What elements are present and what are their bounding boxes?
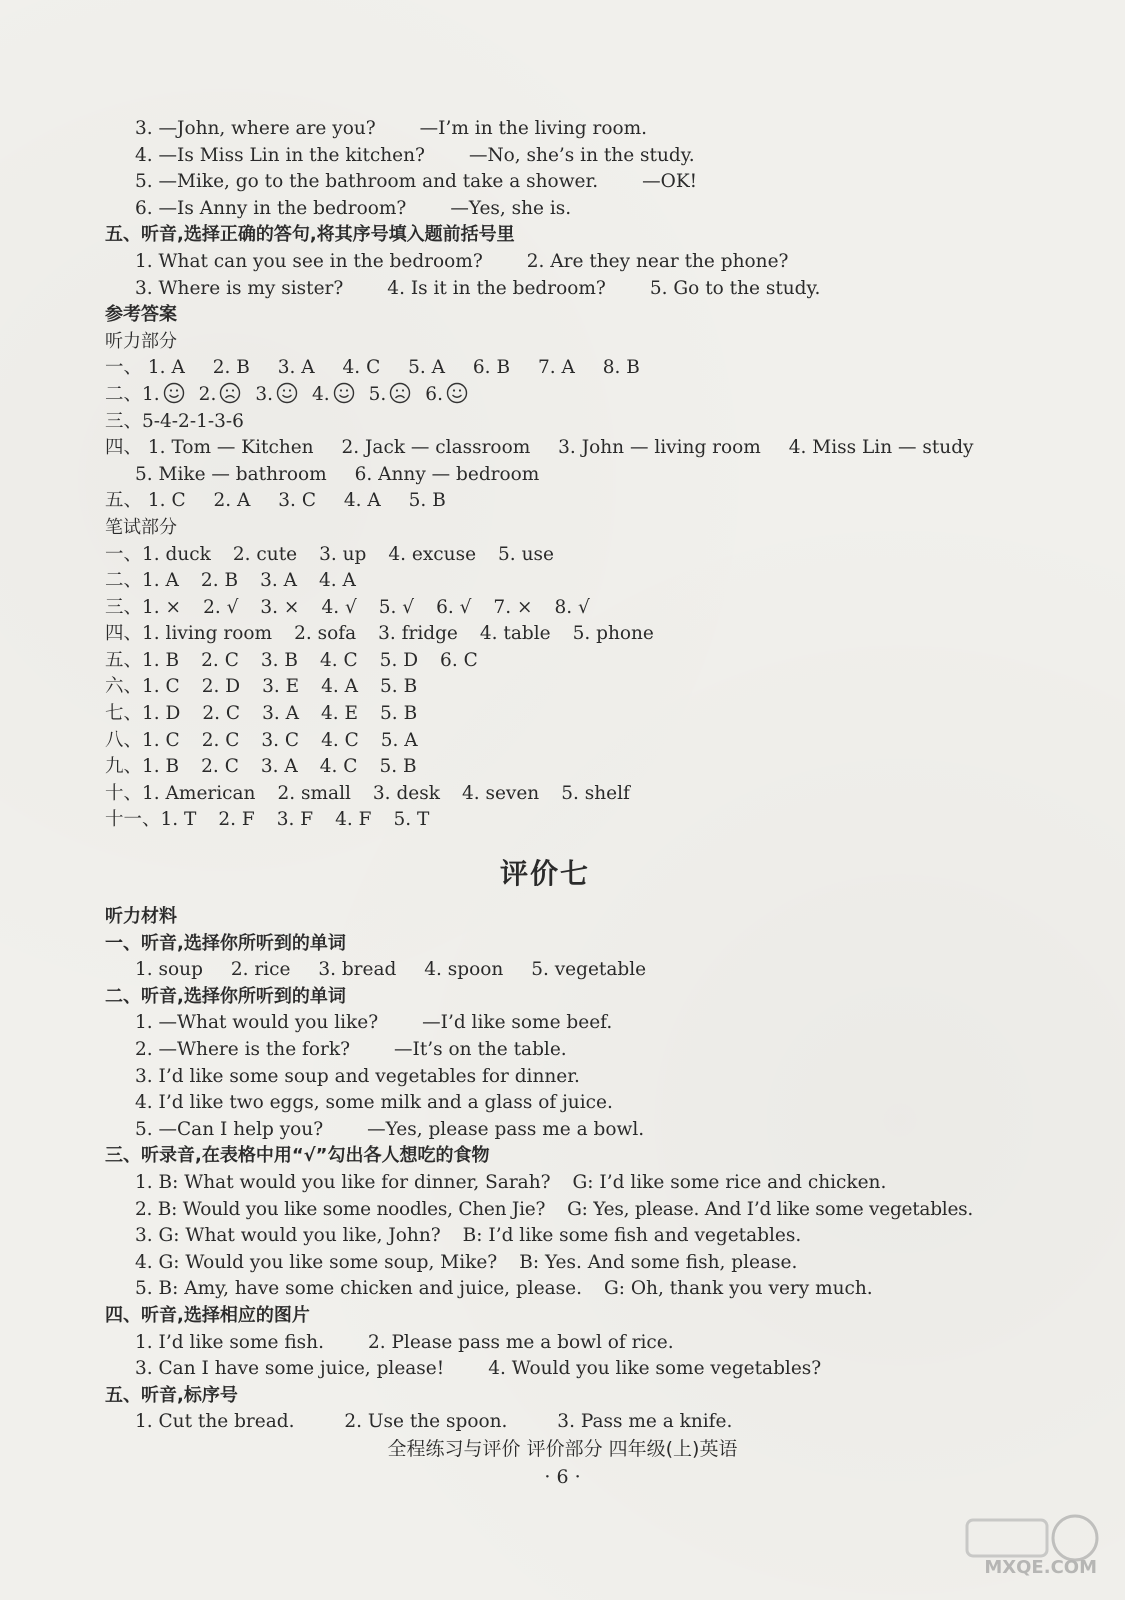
answer-item: 1. B [142, 649, 180, 671]
answers-heading: 参考答案 [105, 304, 177, 326]
answer-item: 5. √ [378, 596, 415, 618]
page-footer: 全程练习与评价 评价部分 四年级(上)英语 [387, 1438, 738, 1460]
answer-item: 1. B [142, 756, 180, 778]
face-item-number: 3. [255, 383, 273, 405]
section-title: 五、听音,标序号 [105, 1384, 238, 1406]
answer-item: 4. √ [321, 596, 357, 618]
answer-item: 5. D [379, 649, 419, 671]
answer-row [105, 648, 1025, 675]
answer-item: 5. B [379, 756, 417, 778]
written-part-heading: 笔试部分 [105, 516, 177, 538]
answer-row [105, 542, 1025, 569]
answer-item: 8. √ [554, 596, 590, 618]
answer-row-label: 十一、 [105, 809, 161, 831]
answer-item: 2. sofa [294, 623, 357, 645]
answer-item: 5. B [380, 703, 418, 725]
answer-item: 3. B [260, 649, 298, 671]
answer-item: 1. T [160, 809, 197, 831]
face-item-number: 4. [311, 383, 330, 405]
answer-item: 5. phone [572, 623, 654, 645]
answer-item: 5. A [380, 729, 418, 751]
question-line: 1. Cut the bread. 2. Use the spoon. 3. Pass me a knife. [135, 1411, 733, 1433]
answer-row-label: 四、 [105, 623, 143, 645]
question-line: 3. Can I have some juice, please! 4. Would you like some vegetables? [135, 1358, 822, 1380]
page-number: · 6 · [544, 1466, 581, 1488]
answer-row [105, 595, 1025, 622]
answer-item: 6. √ [436, 596, 472, 618]
answer-item: 4. E [320, 703, 359, 725]
section-title: 五、听音,选择正确的答句,将其序号填入题前括号里 [105, 224, 515, 246]
answer-row [105, 781, 1025, 808]
answer-item: 1. × [142, 596, 182, 618]
dialog-line: 6. —Is Anny in the bedroom? —Yes, she is. [135, 197, 572, 219]
answer-item: 3. A [260, 570, 297, 592]
answer-item: 4. C [319, 649, 358, 671]
answer-row-label: 二、 [105, 570, 143, 592]
answer-row: 5. Mike — bathroom 6. Anny — bedroom [135, 463, 540, 485]
answer-row-label: 九、 [105, 756, 143, 778]
answer-row: 三、5-4-2-1-3-6 [105, 410, 244, 432]
answer-item: 2. D [201, 676, 241, 698]
answer-row-label: 十、 [105, 782, 143, 804]
answer-item: 6. C [440, 649, 478, 671]
smiley-face-icon [333, 382, 355, 404]
answer-row: 五、 1. C 2. A 3. C 4. A 5. B [105, 490, 446, 512]
answer-item: 2. B [200, 570, 239, 592]
answer-item: 3. A [260, 756, 298, 778]
answer-item: 2. F [218, 809, 255, 831]
answer-row-label: 五、 [105, 649, 143, 671]
answer-item: 2. C [201, 649, 239, 671]
dialog-line: 5. —Mike, go to the bathroom and take a shower. —OK! [135, 171, 698, 193]
answer-item: 2. C [202, 703, 241, 725]
answer-item: 1. D [142, 703, 181, 725]
answer-item: 1. American [142, 782, 256, 804]
answer-row-label: 八、 [105, 729, 143, 751]
written-answers [105, 542, 1025, 835]
answer-item: 3. E [262, 676, 300, 698]
watermark-logo [947, 1502, 1107, 1582]
section-title: 四、听音,选择相应的图片 [105, 1304, 310, 1326]
dialog-line: 1. —What would you like? —I’d like some beef. [135, 1012, 613, 1034]
dialog-line: 1. B: What would you like for dinner, Sarah? G: I’d like some rice and chicken. [135, 1171, 887, 1193]
answer-item: 4. F [335, 809, 372, 831]
smiley-face-icon [163, 382, 185, 404]
dialog-line: 4. I’d like two eggs, some milk and a glass of juice. [135, 1092, 613, 1114]
listening-part-heading: 听力部分 [105, 330, 177, 352]
answer-item: 4. A [321, 676, 359, 698]
answer-row [105, 621, 1025, 648]
document-body [105, 116, 1025, 1436]
answer-item: 3. fridge [378, 623, 458, 645]
answer-row-label: 一、 [105, 543, 143, 565]
dialog-line: 4. G: Would you like some soup, Mike? B: Yes. And some fish, please. [135, 1251, 798, 1273]
answer-row: 四、 1. Tom — Kitchen 2. Jack — classroom 3. John — living room 4. Miss Lin — study [105, 437, 974, 459]
answer-item: 4. excuse [388, 543, 477, 565]
question-line: 1. I’d like some fish. 2. Please pass me a bowl of rice. [135, 1331, 674, 1353]
dialog-line: 5. —Can I help you? —Yes, please pass me a bowl. [135, 1118, 645, 1140]
face-item-number: 6. [425, 383, 443, 405]
section-title: 三、听录音,在表格中用“√”勾出各人想吃的食物 [105, 1145, 490, 1167]
answer-item: 2. small [277, 782, 351, 804]
answer-item: 3. F [276, 809, 314, 831]
answer-item: 4. seven [461, 782, 540, 804]
face-item-number: 5. [368, 383, 387, 405]
answer-item: 1. A [142, 570, 179, 592]
answer-item: 4. C [321, 729, 359, 751]
answer-item: 1. duck [142, 543, 211, 565]
sad-face-icon [389, 382, 411, 404]
dialog-line: 2. —Where is the fork? —It’s on the table. [135, 1039, 567, 1060]
answer-row [105, 568, 1025, 595]
sad-face-icon [219, 382, 241, 404]
answer-item: 7. × [493, 596, 533, 618]
answer-item: 5. B [380, 676, 418, 698]
answer-item: 4. C [319, 756, 358, 778]
evaluation-title: 评价七 [499, 857, 590, 891]
answer-item: 2. cute [232, 543, 298, 565]
question-line: 3. Where is my sister? 4. Is it in the bedroom? 5. Go to the study. [135, 277, 821, 299]
answer-row [105, 701, 1025, 728]
answer-item: 5. shelf [561, 782, 630, 804]
answer-row: 一、 1. A 2. B 3. A 4. C 5. A 6. B 7. A 8. B [105, 357, 640, 379]
answer-row [105, 754, 1025, 781]
answer-item: 5. T [393, 809, 430, 831]
dialog-line: 3. I’d like some soup and vegetables for dinner. [135, 1065, 580, 1087]
face-item-number: 2. [198, 383, 217, 405]
dialog-line: 3. —John, where are you? —I’m in the living room. [135, 118, 648, 139]
answer-item: 2. C [201, 756, 239, 778]
answer-item: 3. × [260, 596, 300, 618]
answer-row-label: 六、 [105, 676, 143, 698]
answer-item: 5. use [498, 543, 554, 565]
answer-item: 3. A [262, 703, 299, 725]
question-line: 1. soup 2. rice 3. bread 4. spoon 5. vegetable [135, 959, 647, 981]
dialog-line: 3. G: What would you like, John? B: I’d like some fish and vegetables. [135, 1225, 802, 1247]
dialog-line: 4. —Is Miss Lin in the kitchen? —No, she’s in the study. [135, 144, 695, 166]
watermark-text: MXQE.COM [984, 1557, 1097, 1578]
face-item-number: 1. [142, 383, 160, 405]
listening-material-heading: 听力材料 [105, 906, 177, 928]
answer-row [105, 728, 1025, 755]
answer-item: 3. desk [372, 782, 440, 804]
answer-item: 2. √ [203, 596, 239, 618]
answer-row [105, 807, 1025, 834]
answer-item: 1. C [142, 729, 180, 751]
answer-row [105, 674, 1025, 701]
answer-item: 1. C [142, 676, 180, 698]
answer-row-label: 三、 [105, 596, 143, 618]
smiley-face-icon [446, 382, 468, 404]
section-title: 一、听音,选择你所听到的单词 [105, 932, 346, 954]
smiley-face-icon [276, 382, 298, 404]
answer-item: 3. up [319, 543, 367, 565]
section-title: 二、听音,选择你所听到的单词 [105, 985, 346, 1007]
question-line: 1. What can you see in the bedroom? 2. Are they near the phone? [135, 250, 789, 272]
answer-item: 3. C [261, 729, 300, 751]
answer-item: 1. living room [142, 623, 273, 645]
answer-row-label: 七、 [105, 703, 143, 725]
answer-item: 2. C [201, 729, 240, 751]
dialog-line: 5. B: Amy, have some chicken and juice, please. G: Oh, thank you very much. [135, 1278, 873, 1300]
dialog-line: 2. B: Would you like some noodles, Chen Jie? G: Yes, please. And I’d like some vegetables. [135, 1198, 974, 1220]
answer-row-faces: 二、1. 2. 3. 4. 5. 6. [105, 382, 1025, 409]
answer-item: 4. A [318, 570, 356, 592]
answer-item: 4. table [479, 623, 551, 645]
